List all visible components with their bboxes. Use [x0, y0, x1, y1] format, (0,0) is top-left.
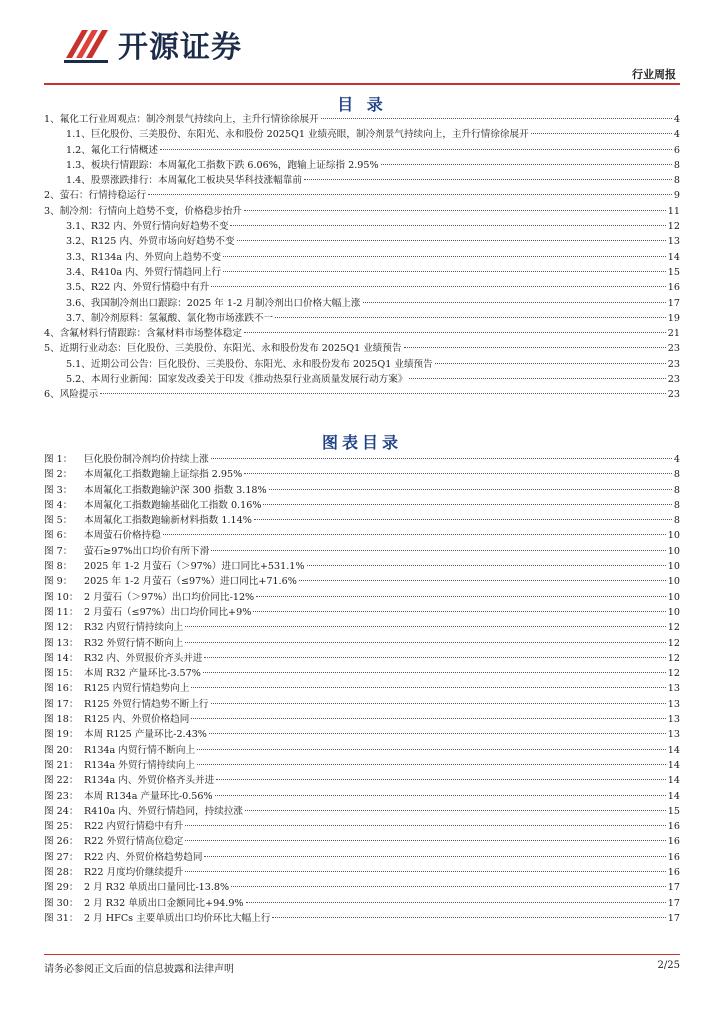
entry-text: 本周氟化工指数跑输新材料指数 1.14%	[84, 515, 252, 527]
figure-entry[interactable]	[44, 636, 680, 651]
entry-page: 12	[667, 637, 680, 649]
figure-entry[interactable]	[44, 712, 680, 727]
figure-entry[interactable]	[44, 544, 680, 559]
toc-title: 目 录	[337, 95, 387, 114]
entry-text: 萤石≥97%出口均价有所下滑	[84, 545, 210, 557]
figure-entry[interactable]	[44, 498, 680, 513]
figure-entry[interactable]	[44, 743, 680, 758]
entry-number: 图 10：	[44, 591, 79, 603]
entry-page: 6	[673, 144, 680, 156]
leader-dots	[299, 580, 666, 581]
entry-page: 19	[667, 312, 680, 324]
entry-number: 图 18：	[44, 714, 79, 726]
entry-number: 图 9：	[44, 576, 73, 588]
entry-number: 图 30：	[44, 897, 79, 909]
toc-entry[interactable]	[44, 219, 680, 234]
toc-entry[interactable]	[44, 280, 680, 295]
entry-page: 8	[673, 175, 680, 187]
entry-page: 12	[667, 622, 680, 634]
entry-page: 21	[667, 328, 680, 340]
entry-number: 图 13：	[44, 637, 79, 649]
entry-page: 12	[667, 668, 680, 680]
entry-page: 14	[667, 790, 680, 802]
entry-number: 图 12：	[44, 622, 79, 634]
figure-entry[interactable]	[44, 865, 680, 880]
toc-entry[interactable]	[44, 204, 680, 219]
leader-dots	[223, 256, 666, 257]
figure-entry[interactable]	[44, 804, 680, 819]
toc-entry[interactable]	[44, 326, 680, 341]
entry-page: 15	[667, 266, 680, 278]
figure-entry[interactable]	[44, 911, 680, 926]
entry-number: 图 7：	[44, 545, 73, 557]
leader-dots	[230, 225, 665, 226]
entry-page: 13	[667, 729, 680, 741]
entry-number: 图 1：	[44, 454, 73, 465]
toc-list	[44, 112, 680, 403]
entry-number: 图 19：	[44, 729, 79, 741]
entry-number: 1、	[44, 114, 60, 125]
toc-entry[interactable]	[44, 127, 680, 142]
leader-dots	[211, 286, 666, 287]
entry-text: 含氟材料行情跟踪：含氟材料市场整体稳定	[59, 328, 242, 340]
leader-dots	[244, 473, 672, 474]
leader-dots	[211, 550, 665, 551]
entry-text: R32 内贸行情持续向上	[84, 622, 184, 634]
leader-dots	[531, 133, 672, 134]
entry-page: 13	[667, 714, 680, 726]
entry-text: R134a 内、外贸价格齐头并进	[84, 775, 215, 787]
entry-number: 图 5：	[44, 515, 73, 527]
entry-number: 图 8：	[44, 561, 73, 573]
leader-dots	[185, 825, 666, 826]
entry-text: R125 外贸行情趋势不断上行	[84, 698, 209, 710]
leader-dots	[197, 764, 666, 765]
figure-entry[interactable]	[44, 850, 680, 865]
figure-entry[interactable]	[44, 559, 680, 574]
leader-dots	[435, 363, 666, 364]
entry-text: 板块行情跟踪：本周氟化工指数下跌 6.06%，跑输上证综指 2.95%	[90, 159, 379, 171]
entry-text: R410a 内、外贸行情趋同，持续拉涨	[84, 805, 244, 817]
toc-entry[interactable]	[44, 387, 680, 402]
entry-page: 15	[667, 805, 680, 817]
figure-entry[interactable]	[44, 697, 680, 712]
entry-page: 10	[667, 561, 680, 573]
leader-dots	[253, 611, 665, 612]
entry-text: R22 外贸行情高位稳定	[84, 836, 184, 848]
entry-number: 图 4：	[44, 499, 73, 511]
toc-entry[interactable]	[44, 357, 680, 372]
entry-text: 股票涨跌排行：本周氟化工板块昊华科技涨幅靠前	[90, 175, 302, 187]
entry-number: 图 3：	[44, 484, 73, 496]
leader-dots	[204, 657, 665, 658]
toc-entry[interactable]	[44, 143, 680, 158]
header-divider	[44, 83, 680, 85]
entry-text: R32 内、外贸报价齐头并进	[84, 652, 203, 664]
entry-text: 2 月萤石（＞97%）出口均价同比-12%	[84, 591, 255, 603]
figure-entry[interactable]	[44, 620, 680, 635]
entry-number: 1.2、	[66, 144, 91, 156]
leader-dots	[381, 164, 672, 165]
leader-dots	[237, 240, 666, 241]
entry-page: 13	[667, 236, 680, 248]
leader-dots	[245, 810, 666, 811]
figure-entry[interactable]	[44, 574, 680, 589]
leader-dots	[269, 489, 672, 490]
entry-number: 1.1、	[66, 129, 91, 141]
entry-text: 萤石：行情持稳运行	[59, 190, 147, 202]
figure-list-title: 图表目录	[321, 433, 402, 452]
entry-page: 17	[667, 912, 680, 924]
entry-number: 3.7、	[66, 312, 91, 324]
entry-number: 图 28：	[44, 867, 79, 879]
figure-entry[interactable]	[44, 758, 680, 773]
leader-dots	[223, 271, 666, 272]
entry-text: 近期行业动态：巨化股份、三美股份、东阳光、永和股份发布 2025Q1 业绩预告	[59, 343, 402, 355]
entry-text: 本周萤石价格持稳	[84, 530, 161, 542]
toc-entry[interactable]	[44, 112, 680, 127]
entry-number: 图 23：	[44, 790, 79, 802]
entry-page: 16	[667, 851, 680, 863]
figure-entry[interactable]	[44, 590, 680, 605]
entry-number: 图 26：	[44, 836, 79, 848]
leader-dots	[204, 856, 665, 857]
figure-entry[interactable]	[44, 773, 680, 788]
entry-text: R134a 外贸行情持续向上	[84, 759, 196, 771]
figure-entry[interactable]	[44, 666, 680, 681]
entry-number: 图 24：	[44, 805, 79, 817]
leader-dots	[275, 317, 666, 318]
leader-dots	[100, 393, 666, 394]
entry-page: 13	[667, 683, 680, 695]
leader-dots	[191, 687, 665, 688]
entry-page: 17	[667, 897, 680, 909]
entry-page: 16	[667, 867, 680, 879]
footer-divider	[44, 954, 680, 955]
entry-text: 氟化工行业周观点：制冷剂景气持续向上，主升行情徐徐展开	[59, 114, 319, 125]
entry-page: 23	[667, 358, 680, 370]
entry-page: 10	[667, 530, 680, 542]
entry-page: 8	[673, 469, 680, 481]
entry-number: 1.3、	[66, 159, 91, 171]
entry-number: 5.2、	[66, 374, 91, 386]
entry-number: 图 31：	[44, 912, 79, 924]
entry-page: 12	[667, 652, 680, 664]
toc-entry[interactable]	[44, 173, 680, 188]
leader-dots	[211, 458, 672, 459]
entry-number: 3.6、	[66, 297, 91, 309]
toc-entry[interactable]	[44, 341, 680, 356]
leader-dots	[163, 534, 666, 535]
entry-number: 3.3、	[66, 251, 91, 263]
entry-text: 本周氟化工指数跑输上证综指 2.95%	[84, 469, 243, 481]
leader-dots	[185, 642, 666, 643]
entry-number: 图 14：	[44, 652, 79, 664]
figure-entry[interactable]	[44, 513, 680, 528]
entry-page: 8	[673, 484, 680, 496]
leader-dots	[304, 179, 672, 180]
toc-entry[interactable]	[44, 265, 680, 280]
leader-dots	[231, 886, 666, 887]
entry-number: 图 20：	[44, 744, 79, 756]
figure-entry[interactable]	[44, 896, 680, 911]
toc-entry[interactable]	[44, 250, 680, 265]
entry-number: 图 15：	[44, 668, 79, 680]
leader-dots	[209, 733, 666, 734]
entry-text: R134a 内贸行情不断向上	[84, 744, 196, 756]
entry-page: 8	[673, 515, 680, 527]
leader-dots	[307, 565, 666, 566]
entry-page: 14	[667, 251, 680, 263]
leader-dots	[203, 672, 666, 673]
entry-text: R125 内贸行情趋势向上	[84, 683, 190, 695]
entry-page: 4	[673, 454, 680, 465]
entry-page: 9	[673, 190, 680, 202]
entry-text: 本周行业新闻：国家发改委关于印发《推动热泵行业高质量发展行动方案》	[90, 374, 408, 386]
entry-text: 我国制冷剂出口跟踪：2025 年 1-2 月制冷剂出口价格大幅上涨	[90, 297, 361, 309]
entry-text: 氟化工行情概述	[90, 144, 159, 156]
leader-dots	[404, 347, 666, 348]
leader-dots	[148, 194, 672, 195]
company-logo	[62, 22, 242, 66]
toc-entry[interactable]	[44, 158, 680, 173]
toc-entry[interactable]	[44, 311, 680, 326]
figure-entry[interactable]	[44, 681, 680, 696]
entry-text: 2 月 R32 单质出口金额同比+94.9%	[84, 897, 244, 909]
entry-text: R22 月度均价继续提升	[84, 867, 184, 879]
leader-dots	[185, 840, 666, 841]
entry-number: 图 11：	[44, 606, 79, 618]
entry-text: 巨化股份制冷剂均价持续上涨	[84, 454, 209, 465]
figure-entry[interactable]	[44, 467, 680, 482]
figure-entry[interactable]	[44, 528, 680, 543]
entry-page: 10	[667, 606, 680, 618]
entry-number: 3.5、	[66, 282, 91, 294]
leader-dots	[254, 519, 672, 520]
leader-dots	[216, 779, 666, 780]
entry-page: 17	[667, 882, 680, 894]
entry-text: R32 外贸行情不断向上	[84, 637, 184, 649]
entry-number: 3.1、	[66, 221, 91, 233]
entry-page: 8	[673, 499, 680, 511]
page-number: 2/25	[657, 960, 680, 971]
leader-dots	[256, 596, 666, 597]
entry-page: 14	[667, 744, 680, 756]
brand-name: 开源证券	[118, 30, 242, 65]
entry-text: R22 内贸行情稳中有升	[84, 821, 184, 833]
entry-page: 14	[667, 775, 680, 787]
toc-entry[interactable]	[44, 188, 680, 203]
entry-number: 图 29：	[44, 882, 79, 894]
entry-text: 本周氟化工指数跑输基础化工指数 0.16%	[84, 499, 262, 511]
leader-dots	[211, 703, 666, 704]
figure-entry[interactable]	[44, 727, 680, 742]
entry-text: 2 月萤石（≤97%）出口均价同比+9%	[84, 606, 252, 618]
entry-text: 2 月 HFCs 主要单质出口均价环比大幅上行	[84, 912, 271, 924]
entry-number: 图 16：	[44, 683, 79, 695]
entry-number: 4、	[44, 328, 60, 340]
leader-dots	[191, 718, 665, 719]
entry-page: 13	[667, 698, 680, 710]
entry-number: 图 6：	[44, 530, 73, 542]
leader-dots	[321, 118, 672, 119]
entry-text: 制冷剂原料：氢氟酸、氯化物市场涨跌不一	[90, 312, 274, 324]
entry-text: R32 内、外贸行情向好趋势不变	[90, 221, 229, 233]
figure-entry[interactable]	[44, 452, 680, 467]
leader-dots	[263, 504, 671, 505]
figure-entry[interactable]	[44, 483, 680, 498]
entry-page: 16	[667, 821, 680, 833]
entry-page: 11	[667, 205, 680, 217]
entry-page: 23	[667, 389, 680, 401]
toc-entry[interactable]	[44, 372, 680, 387]
entry-page: 4	[673, 129, 680, 141]
leader-dots	[272, 917, 665, 918]
entry-number: 图 27：	[44, 851, 79, 863]
entry-page: 10	[667, 545, 680, 557]
entry-page: 4	[673, 114, 680, 125]
figure-entry[interactable]	[44, 651, 680, 666]
footer	[44, 960, 680, 975]
entry-text: 本周 R125 产量环比-2.43%	[84, 729, 207, 741]
leader-dots	[409, 378, 665, 379]
entry-number: 图 21：	[44, 759, 79, 771]
toc-entry[interactable]	[44, 234, 680, 249]
entry-number: 图 25：	[44, 821, 79, 833]
entry-page: 10	[667, 576, 680, 588]
entry-text: R410a 内、外贸行情趋同上行	[90, 266, 222, 278]
figure-entry[interactable]	[44, 819, 680, 834]
entry-text: R22 内、外贸价格趋势趋同	[84, 851, 203, 863]
leader-dots	[244, 210, 666, 211]
entry-number: 3.2、	[66, 236, 91, 248]
leader-dots	[244, 332, 666, 333]
disclaimer-text: 请务必参阅正文后面的信息披露和法律声明	[44, 964, 234, 975]
leader-dots	[185, 626, 666, 627]
entry-page: 16	[667, 282, 680, 294]
report-type-label: 行业周报	[632, 68, 676, 81]
entry-number: 6、	[44, 389, 60, 401]
entry-number: 5、	[44, 343, 60, 355]
entry-text: 巨化股份、三美股份、东阳光、永和股份 2025Q1 业绩亮眼，制冷剂景气持续向上，主升行情徐徐展开	[90, 129, 529, 141]
entry-text: 近期公司公告：巨化股份、三美股份、东阳光、永和股份发布 2025Q1 业绩预告	[90, 358, 433, 370]
entry-page: 16	[667, 836, 680, 848]
entry-page: 17	[667, 297, 680, 309]
toc-entry[interactable]	[44, 296, 680, 311]
entry-text: 本周 R134a 产量环比-0.56%	[84, 790, 213, 802]
entry-text: R125 内、外贸市场向好趋势不变	[90, 236, 235, 248]
entry-number: 3、	[44, 205, 60, 217]
figure-entry[interactable]	[44, 834, 680, 849]
entry-text: 2025 年 1-2 月萤石（≤97%）进口同比+71.6%	[84, 576, 297, 588]
leader-dots	[363, 302, 666, 303]
leader-dots	[246, 902, 666, 903]
entry-text: 2 月 R32 单质出口量同比-13.8%	[84, 882, 230, 894]
leader-dots	[197, 749, 666, 750]
entry-text: R22 内、外贸行情稳中有升	[90, 282, 210, 294]
leader-dots	[160, 149, 672, 150]
figure-entry[interactable]	[44, 605, 680, 620]
brand-logo-icon	[62, 22, 114, 66]
entry-number: 2、	[44, 190, 60, 202]
entry-text: 制冷剂：行情向上趋势不变，价格稳步抬升	[59, 205, 242, 217]
entry-page: 23	[667, 374, 680, 386]
entry-number: 图 17：	[44, 698, 79, 710]
figure-list	[44, 452, 680, 926]
entry-number: 图 2：	[44, 469, 73, 481]
entry-number: 1.4、	[66, 175, 91, 187]
entry-page: 8	[673, 159, 680, 171]
entry-text: 本周 R32 产量环比-3.57%	[84, 668, 201, 680]
entry-text: 风险提示	[59, 389, 99, 401]
leader-dots	[215, 795, 666, 796]
entry-number: 图 22：	[44, 775, 79, 787]
entry-page: 10	[667, 591, 680, 603]
figure-entry[interactable]	[44, 880, 680, 895]
figure-entry[interactable]	[44, 789, 680, 804]
entry-page: 14	[667, 759, 680, 771]
entry-text: R125 内、外贸价格趋同	[84, 714, 190, 726]
entry-text: 2025 年 1-2 月萤石（＞97%）进口同比+531.1%	[84, 561, 305, 573]
entry-text: R134a 内、外贸向上趋势不变	[90, 251, 222, 263]
entry-number: 3.4、	[66, 266, 91, 278]
entry-text: 本周氟化工指数跑输沪深 300 指数 3.18%	[84, 484, 267, 496]
leader-dots	[185, 871, 666, 872]
entry-page: 23	[667, 343, 680, 355]
entry-number: 5.1、	[66, 358, 91, 370]
entry-page: 12	[667, 221, 680, 233]
